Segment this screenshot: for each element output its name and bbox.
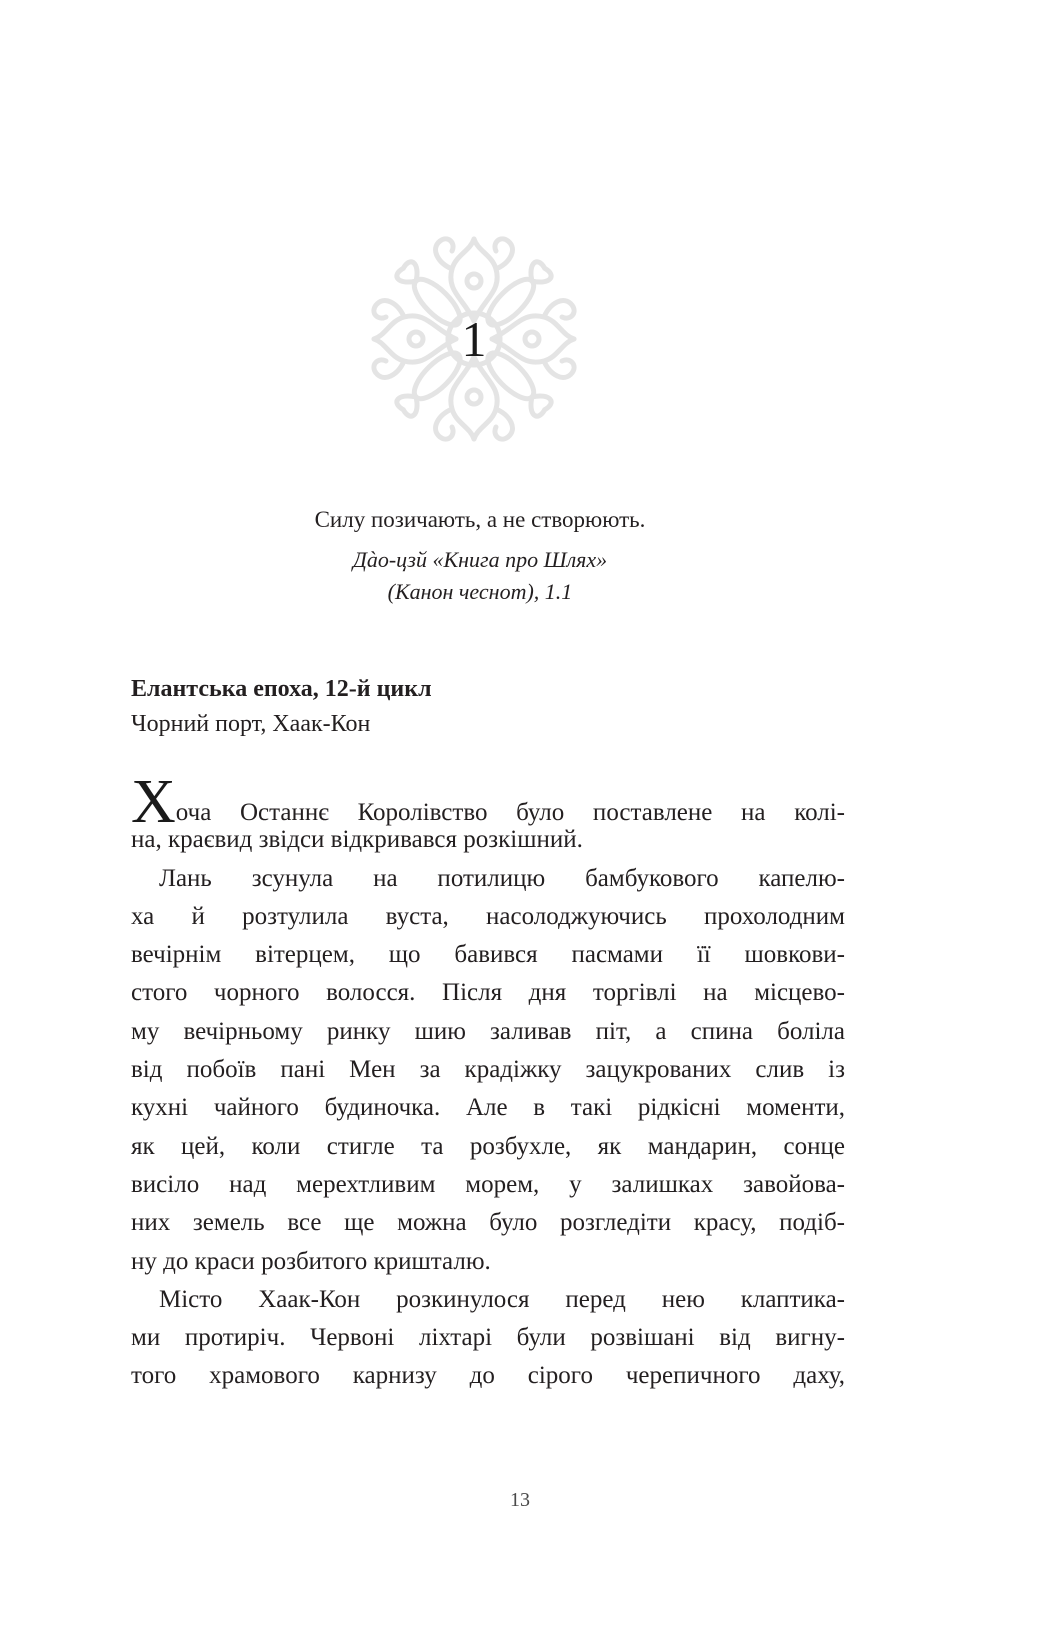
body-line: них земель все ще можна було розгледіти красу, подіб- (131, 1209, 845, 1237)
body-line: ми протиріч. Червоні ліхтарі були розвішані від вигну- (131, 1324, 845, 1352)
body-line: Місто Хаак-Кон розкинулося перед нею клаптика- (159, 1285, 845, 1313)
body-line: того храмового карнизу до сірого черепичного даху, (131, 1362, 845, 1390)
section-place-subheading: Чорний порт, Хаак-Кон (131, 711, 371, 737)
epigraph-source (200, 544, 760, 608)
chapter-ornament (363, 228, 585, 450)
body-line: на, краєвид звідси відкривався розкішний. (131, 826, 583, 854)
body-line: Хоча Останнє Королівство було поставлене на колі- (131, 768, 845, 836)
epigraph-source-reference: (Канон чеснот), 1.1 (387, 579, 573, 604)
body-line: му вечірньому ринку шию заливав піт, а спина боліла (131, 1017, 845, 1045)
chapter-number: 1 (461, 311, 487, 367)
epigraph-quote: Силу позичають, а не створюють. (314, 507, 646, 532)
body-line: стого чорного волосся. Після дня торгівлі на місцево- (131, 979, 845, 1007)
drop-cap-letter: Х (131, 768, 176, 836)
body-line: висіло над мерехтливим морем, у залишках завойова- (131, 1170, 845, 1198)
body-line: Лань зсунула на потилицю бамбукового капелю- (159, 864, 845, 892)
body-line: ну до краси розбитого кришталю. (131, 1247, 491, 1275)
chapter-body-text (131, 768, 845, 1396)
body-line: ха й розтулила вуста, насолоджуючись прохолодним (131, 902, 845, 930)
body-line: як цей, коли стигле та розбухле, як мандарин, сонце (131, 1132, 845, 1160)
page-number: 13 (510, 1489, 530, 1511)
epigraph-source-title: Дàо-цзй «Книга про Шлях» (352, 547, 608, 572)
section-era-heading: Елантська епоха, 12-й цикл (131, 676, 432, 702)
body-line: від побоїв пані Мен за крадіжку зацукрованих слив із (131, 1056, 845, 1084)
body-line: вечірнім вітерцем, що бавився пасмами її шовкови- (131, 941, 845, 969)
body-line: кухні чайного будиночка. Але в такі рідкісні моменти, (131, 1094, 845, 1122)
